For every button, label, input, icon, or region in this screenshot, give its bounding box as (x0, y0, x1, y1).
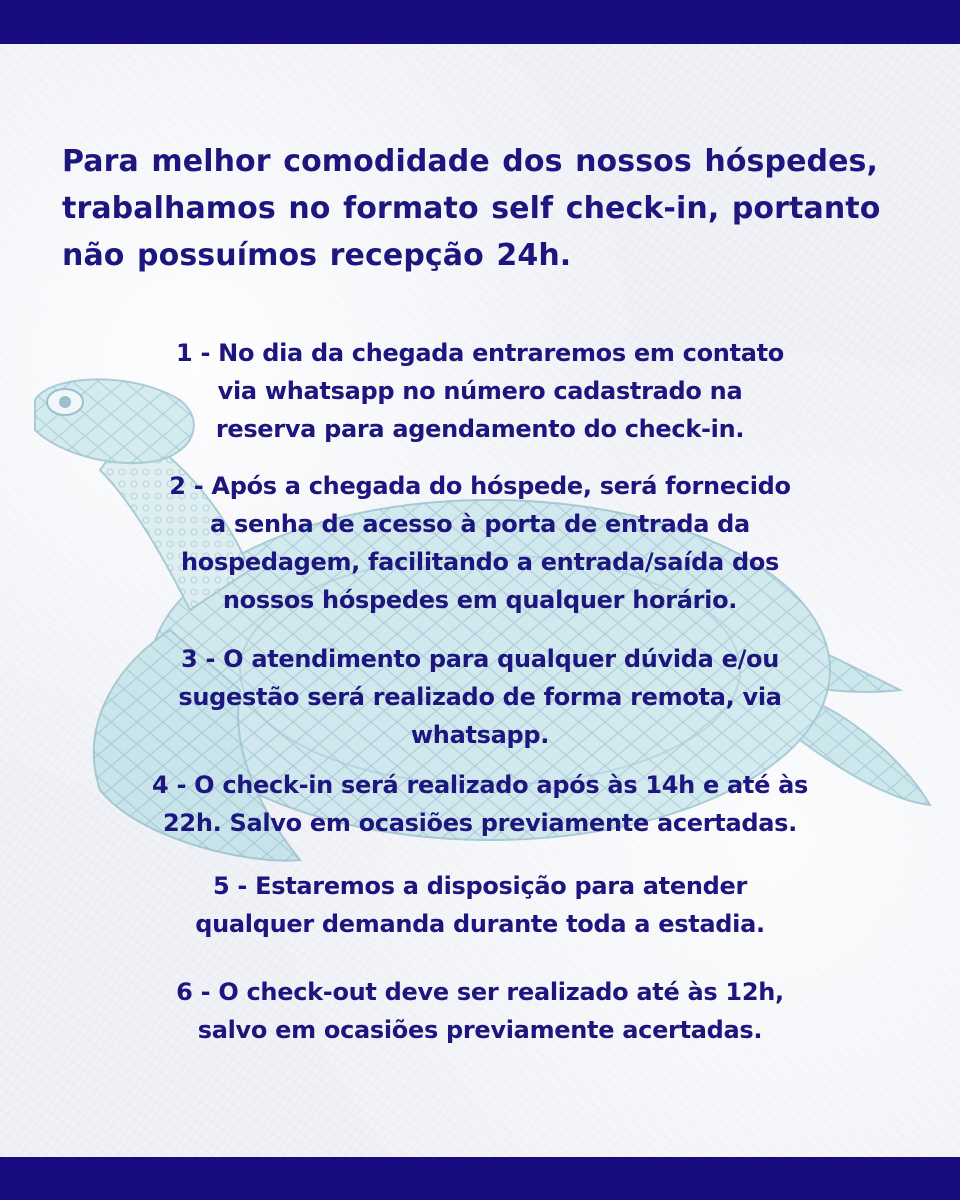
rule-item-4 (0, 766, 960, 842)
rule-line: qualquer demanda durante toda a estadia. (195, 910, 765, 938)
rule-line: 3 - O atendimento para qualquer dúvida e/ou (180, 645, 780, 673)
rule-line: via whatsapp no número cadastrado na (217, 377, 743, 405)
rule-line: a senha de acesso à porta de entrada da (210, 510, 750, 538)
intro-line: trabalhamos no formato self check-in, portanto (62, 191, 881, 226)
rule-line: 4 - O check-in será realizado após às 14h e até às (151, 771, 809, 799)
rule-line: sugestão será realizado de forma remota, via (178, 683, 782, 711)
rule-line: 5 - Estaremos a disposição para atender (212, 872, 748, 900)
rule-line: salvo em ocasiões previamente acertadas. (197, 1016, 763, 1044)
rule-line: hospedagem, facilitando a entrada/saída dos (181, 548, 779, 576)
rule-item-2 (0, 467, 960, 619)
intro-paragraph (62, 138, 922, 279)
rule-line: 22h. Salvo em ocasiões previamente acertadas. (163, 809, 797, 837)
intro-line: Para melhor comodidade dos nossos hóspedes, (62, 144, 879, 179)
rule-line: whatsapp. (410, 721, 550, 749)
rule-item-6 (0, 973, 960, 1049)
rule-item-1 (0, 334, 960, 448)
rule-item-5 (0, 867, 960, 943)
rule-line: 1 - No dia da chegada entraremos em contato (176, 339, 784, 367)
rule-line: 2 - Após a chegada do hóspede, será fornecido (169, 472, 791, 500)
bottom-banner-bar (0, 1157, 960, 1200)
rule-item-3 (0, 640, 960, 754)
intro-line: não possuímos recepção 24h. (62, 238, 572, 273)
rule-line: nossos hóspedes em qualquer horário. (222, 586, 738, 614)
top-banner-bar (0, 0, 960, 44)
rule-line: 6 - O check-out deve ser realizado até às 12h, (176, 978, 784, 1006)
rule-line: reserva para agendamento do check-in. (215, 415, 745, 443)
